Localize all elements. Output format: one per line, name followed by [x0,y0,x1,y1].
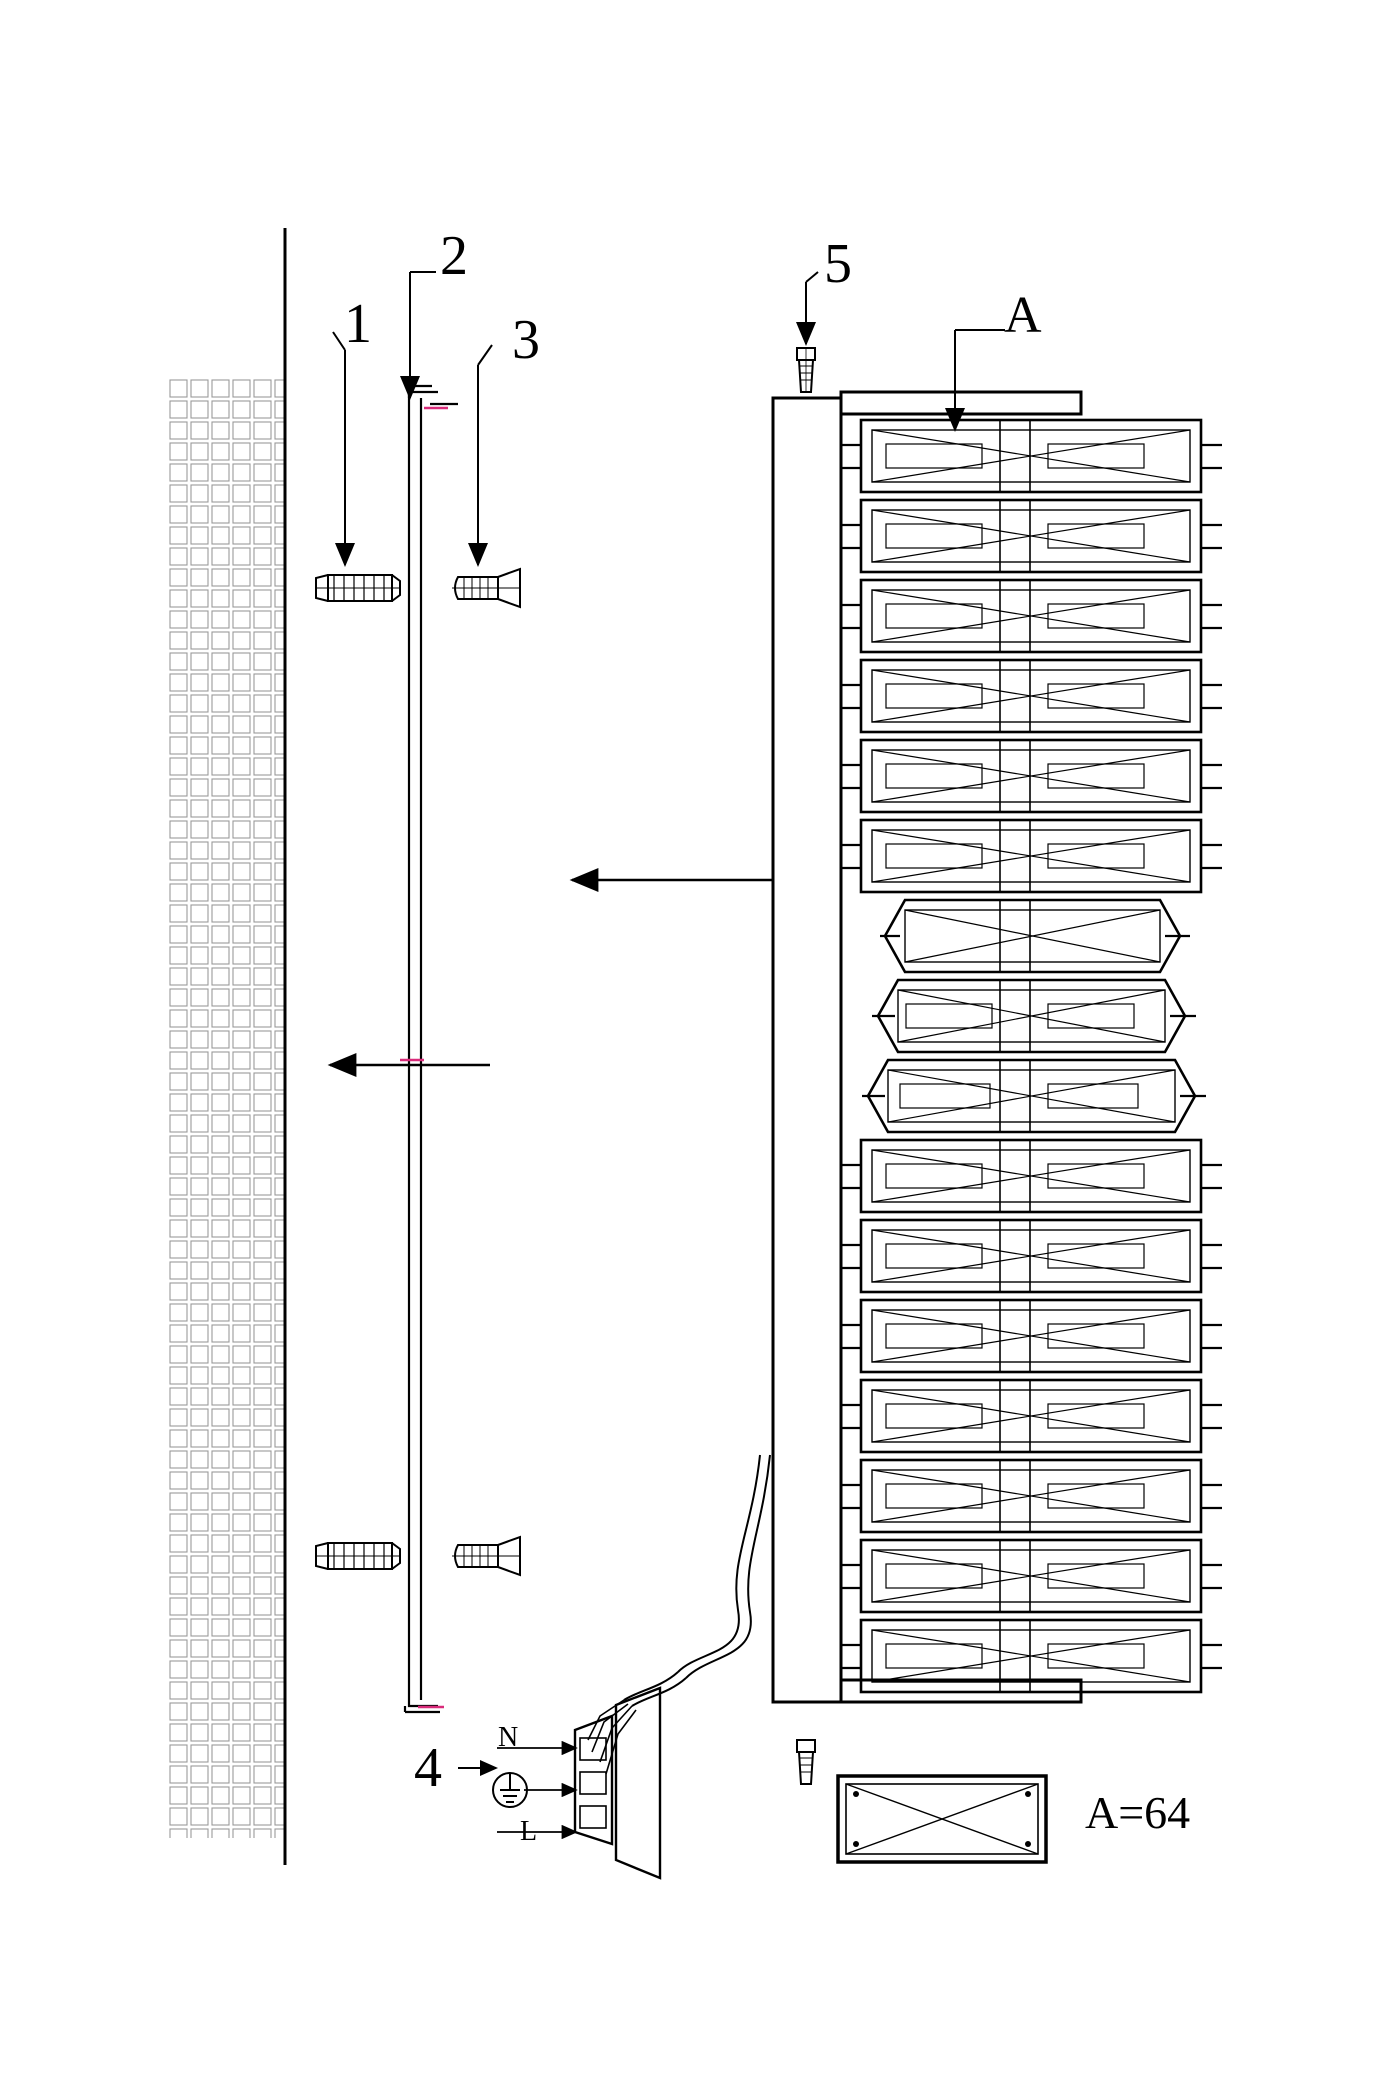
wall-plug-lower [316,1543,400,1569]
leader-5 [806,272,818,344]
callout-label-5: 5 [824,233,852,295]
callout-label-4: 4 [414,1737,442,1799]
fin-block [841,580,1222,652]
fixing-bolt-bottom [797,1740,815,1784]
fin-block [841,1540,1222,1612]
radiator-frame [773,392,1081,1702]
fin-stack [841,420,1222,1692]
mounting-rail [405,386,440,1712]
fin-block [841,740,1222,812]
wall-plug-upper [316,575,400,601]
callout-label-3: 3 [512,309,540,371]
fin-block [841,820,1222,892]
fin-block [862,1060,1206,1132]
terminal-block [493,1688,660,1878]
callout-label-2: 2 [440,225,468,287]
leader-1 [333,332,345,565]
fin-block [841,1300,1222,1372]
screw-lower [452,1537,520,1575]
leader-3 [478,345,492,565]
fin-block [841,1380,1222,1452]
fin-block [841,1140,1222,1212]
fin-block [880,900,1190,972]
fin-block [841,500,1222,572]
detail-a-box [838,1776,1046,1862]
fin-block [841,1460,1222,1532]
fin-block [841,1220,1222,1292]
quantity-note-a: A=64 [1085,1787,1191,1838]
fin-block [841,420,1222,492]
fin-block [872,980,1196,1052]
terminal-label-l: L [520,1816,538,1847]
callout-label-1: 1 [344,293,372,355]
fixing-bolt-top [797,348,815,392]
wall-hatch [168,378,286,1838]
terminal-label-n: N [498,1722,519,1753]
screw-upper [452,569,520,607]
fin-block [841,660,1222,732]
leader-2 [410,272,436,398]
detail-label-a: A [1004,287,1042,344]
